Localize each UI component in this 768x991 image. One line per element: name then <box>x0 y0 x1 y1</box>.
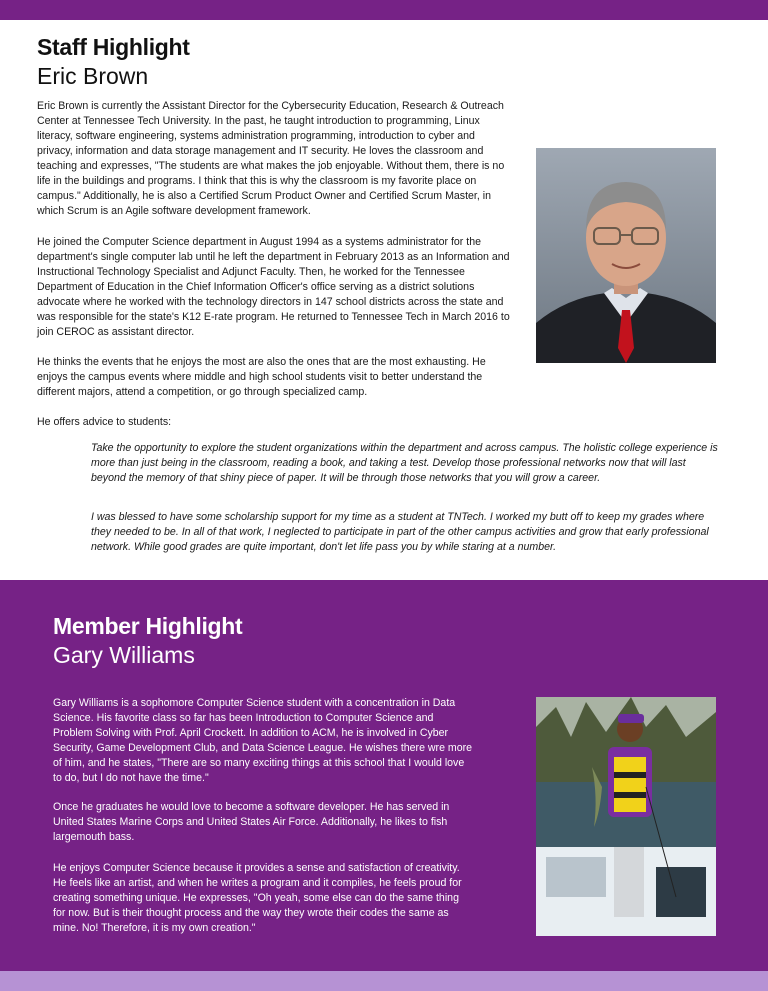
member-paragraph: Once he graduates he would love to become a software developer. He has served in United States Marine Corps and United States Air Force. Additionally, he likes to fish largemouth bass. <box>53 801 450 843</box>
staff-paragraph: He joined the Computer Science department in August 1994 as a systems administrator for the department's single computer lab until he left the department in February 2013 as an Information and Instructional Technology Specialist and Adjunct Faculty. Then, he worked for the Tennessee Department of Education in the Chief Information Officer's office serving as a district solutions advocate where he worked with the technology directors in 147 school districts across the state and was responsible for the state's K12 E-rate program. He returned to Tennessee Tech in March 2016 to join CEROC as assistant director. <box>37 236 510 338</box>
staff-name: Eric Brown <box>37 63 149 89</box>
top-purple-bar <box>0 0 768 20</box>
member-name: Gary Williams <box>53 642 195 668</box>
member-paragraph: He enjoys Computer Science because it provides a sense and satisfaction of creativity. He feels like an artist, and when he writes a program and it compiles, he feels proud for creating something unique. He expresses, "Oh yeah, some else can do the same thing for now. But is their thought process and the way they wrote their codes the same as mine. No! Therefore, it is my own creation." <box>53 862 462 934</box>
staff-paragraph: Eric Brown is currently the Assistant Director for the Cybersecurity Education, Research & Outreach Center at Tennessee Tech University. In the past, he taught introduction to programming, Linux literacy, software engineering, systems administration programming, introduction to cyber and privacy, information and data storage management and IT security. He loves the classroom and teaching and expresses, "The students are what makes the job enjoyable. Without them, there is no life in the buildings and programs. I think that this is why the classroom is my favorite place on campus." Additionally, he is also a Certified Scrum Product Owner and Certified Scrum Master, in which Scrum is an Agile software development framework. <box>37 100 505 217</box>
eric-brown-photo <box>536 148 716 363</box>
bottom-lavender-bar <box>0 971 768 991</box>
gary-williams-photo <box>536 697 716 936</box>
staff-heading: Staff Highlight <box>37 34 190 60</box>
member-paragraph: Gary Williams is a sophomore Computer Science student with a concentration in Data Science. His favorite class so far has been Introduction to Computer Science and Problem Solving with Prof. April Crockett. In addition to ACM, he is involved in Cyber Security, Game Development Club, and Data Science League. He wishes there wre more of him, and he states, "There are so many exciting things at this school that I would love to do, but I do not have the time." <box>53 697 473 784</box>
member-highlight-section <box>0 580 768 971</box>
advice-quote: I was blessed to have some scholarship support for my time as a student at TNTech. I worked my butt off to keep my grades where they needed to be. In all of that work, I neglected to participate in part of the other campus activities and grow that early professional network. While good grades are quite important, don't let life pass you by while staring at a number. <box>91 511 709 553</box>
staff-paragraph: He thinks the events that he enjoys the most are also the ones that are the most exhausting. He enjoys the campus events where middle and high school students visit to better understand the different majors, attend a competition, or go through specialized camp. <box>37 356 486 398</box>
advice-quote: Take the opportunity to explore the student organizations within the department and across campus. The holistic college experience is more than just being in the classroom, reading a book, and taking a test. Develop those professional networks now that will last beyond the memory of that shiny piece of paper. It will be through those networks that you will grow a career. <box>91 442 718 484</box>
member-heading: Member Highlight <box>53 613 243 639</box>
staff-paragraph: He offers advice to students: <box>37 416 172 428</box>
staff-highlight-section <box>0 20 768 580</box>
